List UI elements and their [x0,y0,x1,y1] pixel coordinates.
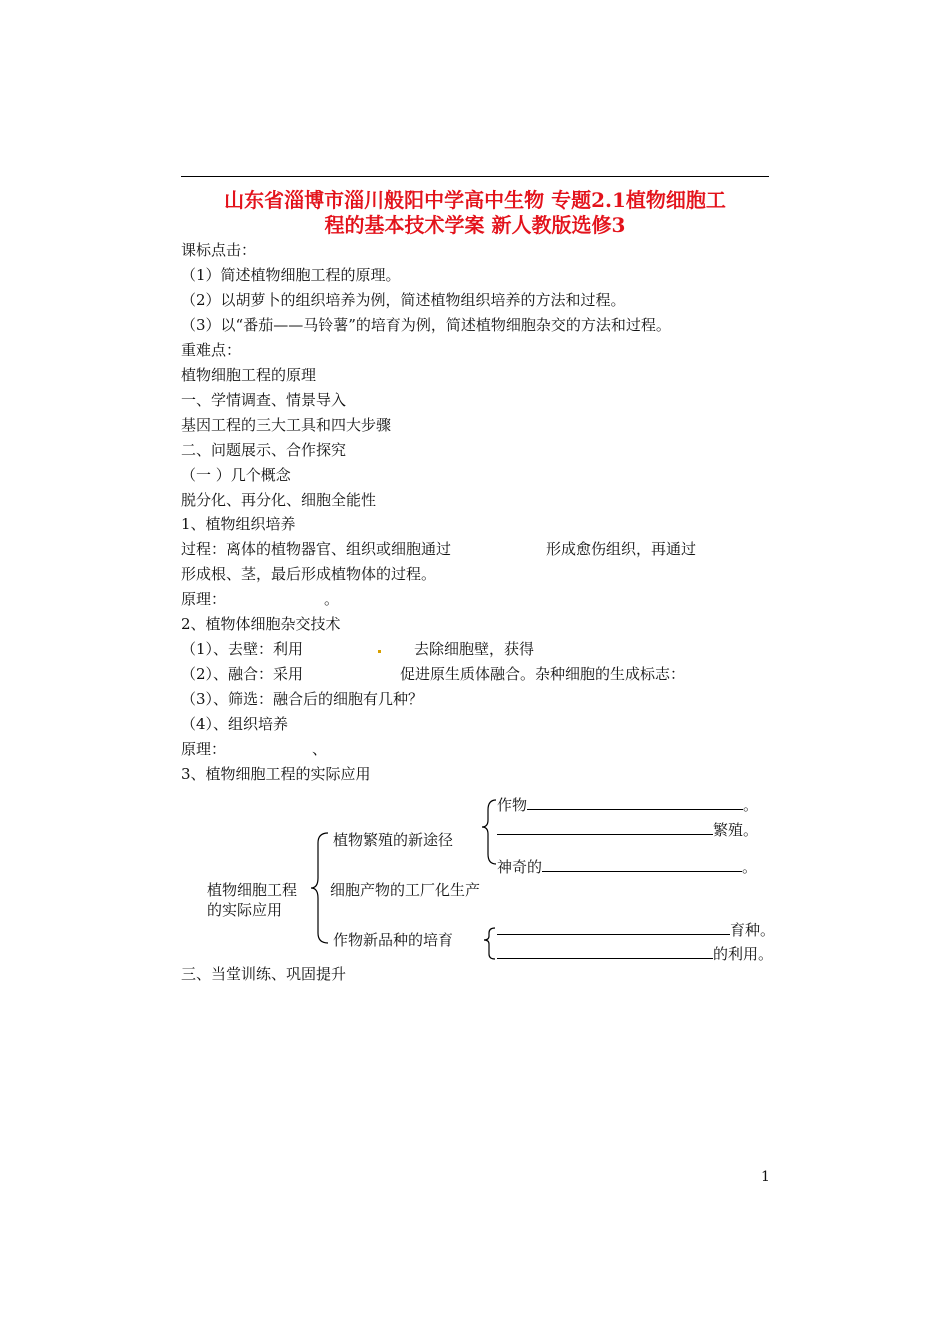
answer-blank [497,818,713,835]
diagram-b1-item2 [497,818,758,840]
diagram-branch-production: 细胞产物的工厂化生产 [330,881,481,899]
diagram-b1-item1-prefix: 作物 [497,796,528,814]
section-heading: 二、问题展示、合作探究 [181,441,347,459]
doc-title-line1: 山东省淄博市淄川般阳中学高中生物 专题2.1植物细胞工 [224,188,726,212]
text-punct: 、 [312,740,328,758]
diagram-root-line1: 植物细胞工程 [207,881,298,899]
text-line: 植物细胞工程的原理 [181,366,317,384]
subsection-heading: 2、植物体细胞杂交技术 [181,615,341,633]
text-line: 课标点击： [181,241,257,259]
text-punct: 。 [324,590,340,608]
diagram-b1-item3-prefix: 神奇的 [497,858,543,876]
text-line-cont: 去除细胞壁，获得 [414,640,535,658]
subsection-heading: 3、植物细胞工程的实际应用 [181,765,371,783]
text-line: 形成根、茎，最后形成植物体的过程。 [181,565,437,583]
text-line: （1）、去壁：利用 [181,640,304,658]
diagram-b1-item3-suffix: 。 [742,858,758,876]
subsection-heading: 1、植物组织培养 [181,515,296,533]
diagram-b1-item2-suffix: 繁殖。 [713,821,759,839]
answer-blank [497,918,730,935]
text-line: （1）简述植物细胞工程的原理。 [181,266,401,284]
text-line-principle: 原理： [181,590,227,608]
text-line: 脱分化、再分化、细胞全能性 [181,491,377,509]
text-line: 重难点： [181,341,242,359]
text-line: （2）、融合：采用 [181,665,304,683]
text-line: （3）、筛选：融合后的细胞有几种？ [181,690,424,708]
text-line-cont: 促进原生质体融合。杂种细胞的生成标志： [400,665,686,683]
answer-blank [542,855,742,872]
text-line-process-cont: 形成愈伤组织，再通过 [546,540,697,558]
diagram-branch-propagation: 植物繁殖的新途径 [333,831,454,849]
text-line: （2）以胡萝卜的组织培养为例，简述植物组织培养的方法和过程。 [181,291,626,309]
subsection-heading: （一 ）几个概念 [181,466,291,484]
text-line-principle: 原理： [181,740,227,758]
diagram-branch-breeding: 作物新品种的培育 [333,931,454,949]
diagram-b3-item1-suffix: 育种。 [730,921,776,939]
diagram-b1-item1-suffix: 。 [743,796,759,814]
diagram-b1-item1 [497,793,758,815]
diagram-b3-item1 [497,918,775,940]
section-heading: 三、当堂训练、巩固提升 [181,965,347,983]
diagram-b1-item3 [497,855,757,877]
text-line: （3）以“番茄——马铃薯”的培育为例，简述植物细胞杂交的方法和过程。 [181,316,671,334]
page-number: 1 [761,1169,770,1185]
doc-title-line2: 程的基本技术学案 新人教版选修3 [324,213,626,237]
diagram-b3-item2-suffix: 的利用。 [713,945,774,963]
text-line-process: 过程：离体的植物器官、组织或细胞通过 [181,540,452,558]
text-line: 基因工程的三大工具和四大步骤 [181,416,392,434]
section-heading: 一、学情调查、情景导入 [181,391,347,409]
diagram-b3-item2 [497,942,773,964]
diagram-root-line2: 的实际应用 [207,901,283,919]
answer-blank [527,793,743,810]
answer-blank [497,942,713,959]
text-line: （4）、组织培养 [181,715,289,733]
